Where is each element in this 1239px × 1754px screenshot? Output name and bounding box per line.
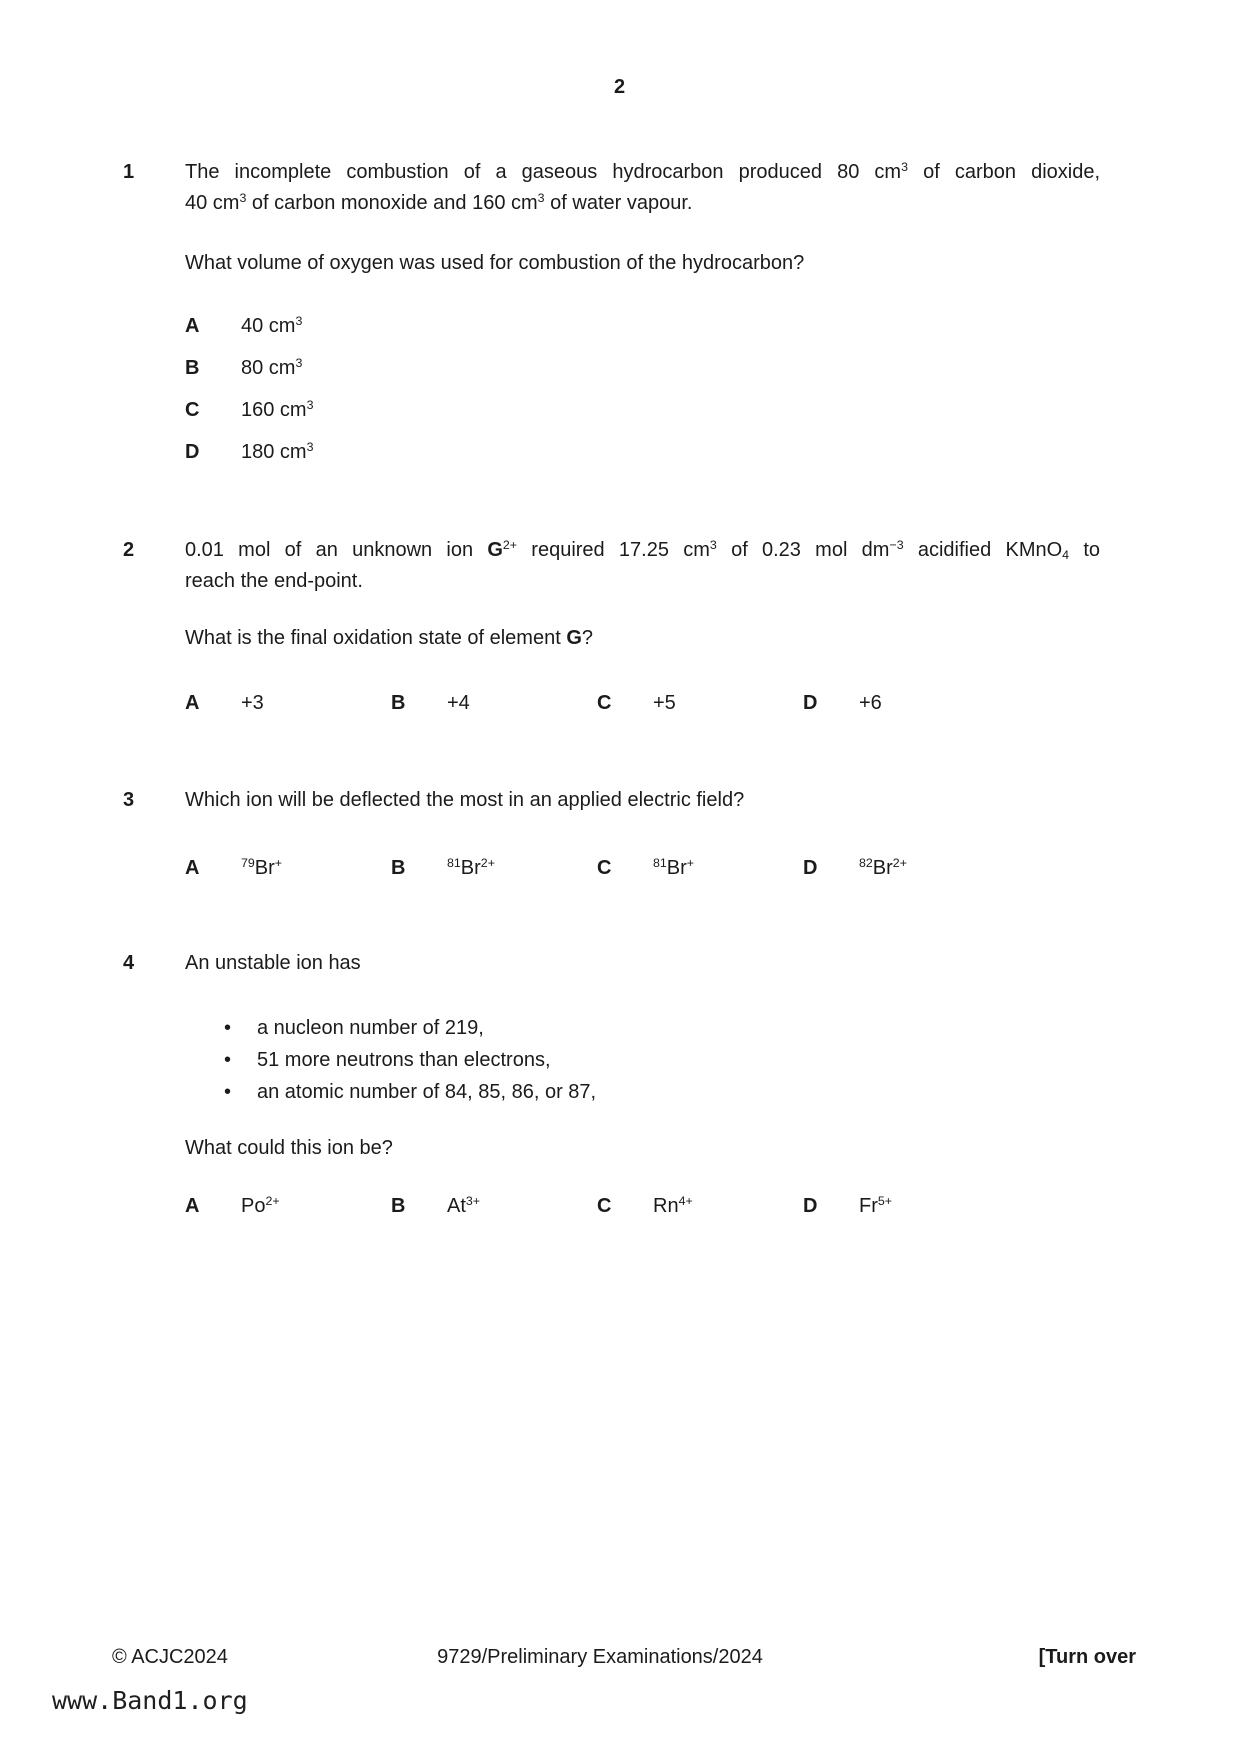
- question-number: 3: [123, 789, 135, 811]
- question-text: [185, 948, 1100, 979]
- page-footer: [0, 1645, 1239, 1671]
- option-value: 40 $cm^3$: [241, 314, 303, 337]
- option-letter: C: [597, 857, 612, 879]
- question-prompt: [185, 1133, 1100, 1164]
- option-c: [185, 395, 1100, 426]
- option-letter: D: [803, 692, 818, 714]
- option-b: [391, 1191, 597, 1222]
- option-letter: A: [185, 857, 200, 879]
- option-a: [185, 688, 391, 719]
- bullet-text: an atomic number of 84, 85, 86, or 87,: [257, 1081, 597, 1103]
- text-line: reach the end-point.: [185, 570, 363, 592]
- question-text: [185, 535, 1100, 597]
- option-letter: D: [185, 441, 200, 463]
- question-prompt: [185, 623, 1100, 654]
- text-line: What volume of oxygen was used for combustion of the hydrocarbon?: [185, 252, 805, 274]
- bullet-icon: •: [224, 1017, 232, 1039]
- questions-area: [123, 157, 1100, 1222]
- question-1: [123, 157, 1100, 479]
- question-body: [185, 535, 1100, 719]
- option-c: [597, 1191, 803, 1222]
- option-value: $Po^{2+}$: [241, 1194, 280, 1217]
- options-list: [185, 1191, 1100, 1222]
- option-letter: D: [803, 1195, 818, 1217]
- question-number: 4: [123, 952, 135, 974]
- option-a: [185, 853, 391, 884]
- footer-exam-code: 9729/Preliminary Examinations/2024: [437, 1646, 763, 1668]
- bullet-icon: •: [224, 1081, 232, 1103]
- option-value: $Fr^{5+}$: [859, 1194, 893, 1217]
- text-line: 40 $cm^3$ of carbon monoxide and 160 $cm^3$ of water vapour.: [185, 191, 693, 214]
- option-value: $Rn^{4+}$: [653, 1194, 693, 1217]
- text-line: Which ion will be deflected the most in an applied electric field?: [185, 789, 745, 811]
- option-letter: B: [391, 1195, 406, 1217]
- footer-turn-over-label: [Turn over: [1038, 1646, 1136, 1668]
- page-number: 2: [613, 76, 626, 98]
- text-line: An unstable ion has: [185, 952, 361, 974]
- option-b: [391, 688, 597, 719]
- text-line: What could this ion be?: [185, 1137, 393, 1159]
- question-4: [123, 948, 1100, 1222]
- question-3: [123, 785, 1100, 884]
- option-d: [803, 1191, 892, 1222]
- options-list: [185, 853, 1100, 884]
- footer-copyright: © ACJC2024: [112, 1646, 228, 1668]
- bullet-text: a nucleon number of 219,: [257, 1017, 484, 1039]
- option-letter: B: [185, 357, 200, 379]
- question-body: [185, 785, 1100, 884]
- option-value: $^{82}Br^{2+}$: [859, 856, 907, 879]
- option-letter: C: [185, 399, 200, 421]
- bullet-icon: •: [224, 1049, 232, 1071]
- option-letter: B: [391, 857, 406, 879]
- question-body: [185, 157, 1100, 479]
- option-letter: C: [597, 1195, 612, 1217]
- option-b: [391, 853, 597, 884]
- option-letter: B: [391, 692, 406, 714]
- bullet-item: [224, 1077, 1100, 1108]
- bullet-list: [185, 1013, 1100, 1108]
- option-letter: A: [185, 692, 200, 714]
- question-text: [185, 157, 1100, 219]
- option-value: $^{81}Br^{2+}$: [447, 856, 495, 879]
- text-line: 0.01 mol of an unknown ion $G^{2+}$ required 17.25 $cm^3$ of 0.23 mol $dm^{-3}$ acidified KMnO$_4$ to: [185, 538, 1101, 563]
- option-value: $^{81}$Br+: [653, 856, 695, 879]
- question-text: [185, 785, 1100, 816]
- option-a: [185, 311, 1100, 342]
- text-line: What is the final oxidation state of element G?: [185, 627, 594, 649]
- option-value: +6: [859, 692, 882, 714]
- question-body: [185, 948, 1100, 1222]
- option-a: [185, 1191, 391, 1222]
- option-value: 180 $cm^3$: [241, 440, 314, 463]
- bullet-item: [224, 1045, 1100, 1076]
- bullet-item: [224, 1013, 1100, 1044]
- option-value: $^{79}$Br+: [241, 856, 283, 879]
- option-d: [803, 853, 907, 884]
- option-value: $At^{3+}$: [447, 1194, 481, 1217]
- watermark-url: www.Band1.org: [52, 1686, 248, 1715]
- options-list: [185, 688, 1100, 719]
- option-value: 80 $cm^3$: [241, 356, 303, 379]
- question-number: 2: [123, 539, 135, 561]
- option-letter: C: [597, 692, 612, 714]
- option-letter: A: [185, 1195, 200, 1217]
- text-line: The incomplete combustion of a gaseous hydrocarbon produced 80 $cm^3$ of carbon dioxide,: [185, 160, 1101, 183]
- option-value: 160 $cm^3$: [241, 398, 314, 421]
- option-value: +4: [447, 692, 470, 714]
- option-d: [185, 437, 1100, 468]
- option-b: [185, 353, 1100, 384]
- option-c: [597, 853, 803, 884]
- option-value: +3: [241, 692, 264, 714]
- option-d: [803, 688, 882, 719]
- options-list: [185, 311, 1100, 468]
- bullet-text: 51 more neutrons than electrons,: [257, 1049, 551, 1071]
- question-2: [123, 535, 1100, 719]
- question-prompt: [185, 248, 1100, 279]
- option-letter: D: [803, 857, 818, 879]
- question-number: 1: [123, 161, 135, 183]
- option-value: +5: [653, 692, 676, 714]
- option-letter: A: [185, 315, 200, 337]
- option-c: [597, 688, 803, 719]
